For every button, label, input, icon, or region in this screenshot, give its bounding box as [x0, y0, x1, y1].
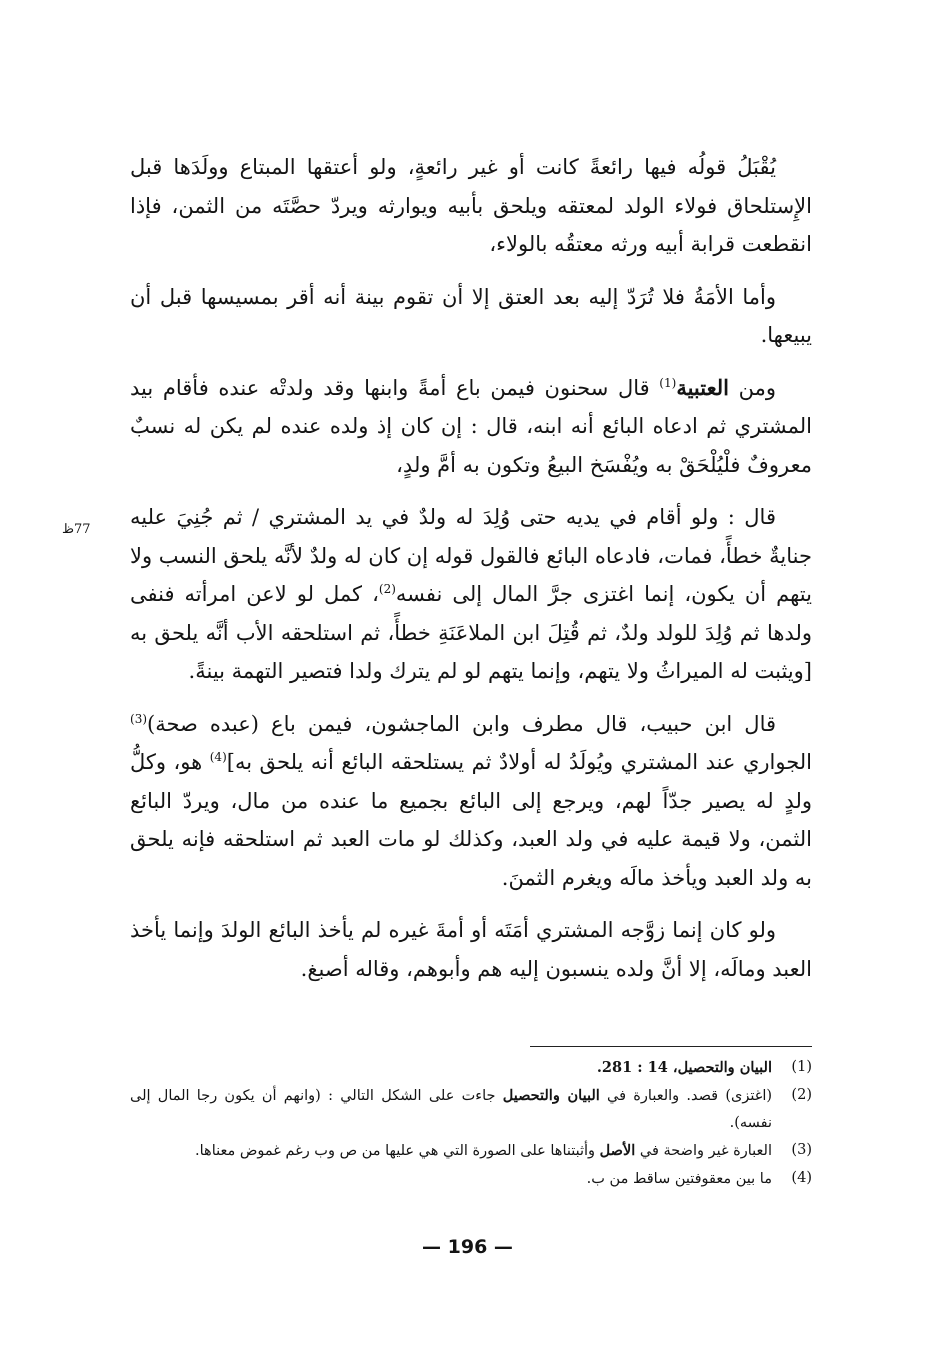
manuscript-folio-marker: 77ظ — [62, 522, 91, 537]
footnote-number: (3) — [791, 1142, 812, 1158]
paragraph-2: وأما الأمَةُ فلا تُرَدّ إليه بعد العتق إلا أن تقوم بينة أنه أقر بمسيسها قبل أن يبيعها. — [130, 284, 812, 347]
paragraph-4: قال : ولو أقام في يديه حتى وُلِدَ له ولدٌ في يد المشتري / ثم جُنِيَ عليه جنايةٌ خطأً، فمات، فادعاه البائع فالقول قوله إن كان له ولدٌ لأنَّه يلحق النسب ولا يتهم أن يكون، إنما اغتزى جرَّ المال إلى نفسه$^{(2)}$، كمل لو لاعن امرأته فنفى ولدها ثم وُلِدَ للولد ولدٌ، ثم قُتِلَ ابن الملاعَنَةِ خطأً، ثم استلحقه الأب أنَّه يلحق به [ويثبت له الميراثُ ولا يتهم، وإنما يتهم لو لم يترك ولدا فتصير التهمة بينةً. — [130, 505, 812, 683]
main-text — [130, 148, 812, 1002]
footnote-ref: (2) — [378, 582, 396, 596]
paragraph-5: قال ابن حبيب، قال مطرف وابن الماجشون، فيمن باع (عبده صحة)$^{(3)}$ الجواري عند المشتري ويُولَدُ له أولادٌ ثم يستلحقه البائع أنه يلحق به]$^{(4)}$ هو، وكلُّ ولدٍ له يصير جدّاً لهم، ويرجع إلى البائع بجميع ما عنده من مال، ويردّ البائع الثمن، ولا قيمة عليه في ولد العبد، وكذلك لو مات العبد ثم استلحقه فإنه يلحق به ولد العبد ويأخذ مالَه ويغرم الثمنَ. — [130, 711, 812, 890]
footnote-ref: (4) — [209, 750, 227, 764]
footnote-3: (3) العبارة غير واضحة في الأصل وأثبتناها على الصورة التي هي عليها من ص وب رغم غموض معناها. — [130, 1137, 812, 1165]
footnote-number: (2) — [791, 1087, 812, 1103]
footnote-ref: (1) — [659, 375, 677, 390]
footnote-ref: (3) — [130, 711, 148, 726]
footnote-number: (4) — [791, 1170, 812, 1186]
source-title: العتبية — [676, 374, 729, 400]
footnote-number: (1) — [791, 1059, 812, 1075]
paragraph-6: ولو كان إنما زوَّجه المشتري أمَتَه أو أمةَ غيره لم يأخذ البائع الولدَ وإنما يأخذ العبد ومالَه، إلا أنَّ ولده ينسبون إليه هم وأبوهم، وقاله أصبغ. — [130, 918, 812, 981]
footnotes — [130, 1054, 812, 1193]
footnote-1: (1) البيان والتحصيل، 14 : 281. — [130, 1054, 812, 1082]
page-number: — 196 — — [422, 1236, 513, 1258]
paragraph-1: يُقْبَلُ قولُه فيها رائعةً كانت أو غير رائعةٍ، ولو أعتقها المبتاع وولَدَها قبل الإِستلحاق فولاء الولد لمعتقه ويلحق بأبيه ويوارثه ويردّ حصَّتَه من الثمن، فإذا انقطعت قرابة أبيه ورثه معتقُه بالولاء، — [130, 155, 812, 256]
footnote-divider — [530, 1046, 812, 1047]
footnote-4: (4) ما بين معقوفتين ساقط من ب. — [130, 1165, 812, 1193]
paragraph-3: ومن العتبية$^{(1)}$ قال سحنون فيمن باع أمةً وابنها وقد ولدتْه عنده فأقام بيد المشتري ثم ادعاه البائع أنه ابنه، قال : إن كان إذ ولده عنده لم يكن له نسبٌ معروفٌ فلْيُلْحَقْ به ويُفْسَخ البيعُ وتكون به أمَّ ولدٍ، — [130, 374, 812, 477]
footnote-2: (2) (اغتزى) قصد. والعبارة في البيان والتحصيل جاءت على الشكل التالي : (وانهم أن يكون رجا المال إلى نفسه). — [130, 1082, 812, 1137]
